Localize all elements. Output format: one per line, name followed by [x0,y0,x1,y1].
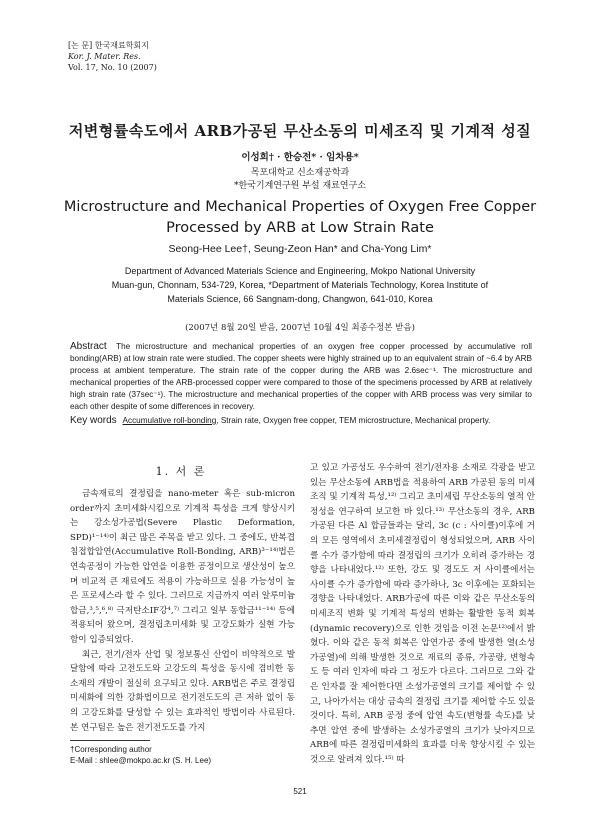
footnote [70,744,211,766]
english-title [0,197,600,239]
section-heading: 1. 서 론 [155,465,207,478]
korean-affiliation-2: *한국기계연구원 부설 재료연구소 [234,181,366,191]
left-paragraph-2: 최근, 전기/전자 산업 및 정보통신 산업이 비약적으로 발달함에 따라 고전도도와 고강도의 특성을 동시에 겸비한 동 소재의 개발이 절실히 요구되고 있다. ARB법은 주로 결정립미세화에 의한 강화법이므로 전기전도도의 큰 저하 없이 동의 고강도화를 달성할 수 있는 효과적인 방법이라 사료된다. 본 연구팀은 높은 전기전도도를 가지 [70,649,295,733]
journal-volume: Vol. 17, No. 10 (2007) [68,63,157,72]
journal-header [68,40,157,73]
korean-affiliation-1: 목포대학교 신소재공학과 [250,168,350,178]
keywords [70,415,532,427]
footnote-corresponding: †Corresponding author [70,745,152,754]
abstract-text: The microstructure and mechanical properties of an oxygen free copper processed by accumulative roll bonding(ARB) at low strain rate were studied. The copper sheets were highly strained up to an equivalent strain of ~6.4 by ARB process at ambient temperature. The strain rate of the copper during the ARB was 2.6sec⁻¹. The microstructure and mechanical properties of the ARB-processed copper were compared to those of the specimens processed by ARB at relatively high strain rate (37sec⁻¹). The microstructure and mechanical properties of the copper with ARB process was very similar to each other despite of some differences in recovery. [70,342,532,411]
abstract-label: Abstract [70,341,107,352]
english-affiliation-line-1: Department of Advanced Materials Science and Engineering, Mokpo National University [124,266,476,276]
english-affiliation-line-2: Muan-gun, Chonnam, 534-729, Korea, *Department of Materials Technology, Korea Institute of [111,280,489,290]
korean-title: 저변형률속도에서 ARB가공된 무산소동의 미세조직 및 기계적 성질 [68,122,532,140]
right-column [310,461,535,767]
english-affiliation [90,264,510,306]
right-paragraph-1: 고 있고 가공성도 우수하여 전기/전자용 소재로 각광을 받고 있는 무산소동에 ARB법을 적용하여 ARB 가공된 동의 미세조직 및 기계적 특성,¹²⁾ 그리고 초미세립 무산소동의 열적 안정성을 연구하여 보고한 바 있다.¹³⁾ 무산소동의 경우, ARB 가공된 다른 Al 합금들과는 달리, 3c (c : 사이클)이후에 거의 모든 영역에서 초미세결정립이 형성되었으며, ARB 사이클 수가 증가함에 따라 결정립의 크기가 오히려 증가하는 경향을 나타내었다.¹²⁾ 또한, 강도 및 경도도 저 사이클에서는 사이클 수가 증가함에 따라 증가하나, 3c 이후에는 포화되는 경향을 나타내었다. ARB가공에 따른 이와 같은 무산소동의 미세조직 변화 및 기계적 특성의 변화는 활발한 동적 회복(dynamic recovery)으로 인한 것임을 이전 논문¹²⁾에서 밝혔다. 이와 같은 동적 회복은 압연가공 중에 발생한 열(소성가공열)에 의해 발생한 것으로 재료의 종류, 가공량, 변형속도 등 여러 인자에 따라 그 정도가 다르다. 그러므로 그와 같은 인자를 잘 제어한다면 소성가공열의 크기를 제어할 수 있고, 나아가서는 대상 금속의 결정립 크기를 제어할 수도 있을 것이다. 특히, ARB 공정 중에 압연 속도(변형률 속도)를 낮추면 압연 중에 발생하는 소성가공열의 크기가 낮아지므로 ARB에 따른 결정립미세화의 효과를 더욱 향상시킬 수 있는 것으로 알려져 있다.¹⁵⁾ 따 [310,463,535,765]
keywords-rest: , Strain rate, Oxygen free copper, TEM microstructure, Mechanical property. [216,416,491,425]
journal-category: [논 문] 한국재료학회지 [68,41,149,50]
footnote-rule [70,740,150,741]
abstract [70,341,532,413]
english-title-line-2: Processed by ARB at Low Strain Rate [166,220,434,236]
korean-authors: 이성희† · 한승전* · 임차용* [241,152,359,163]
footnote-email: E-Mail : shlee@mokpo.ac.kr (S. H. Lee) [70,756,212,765]
received-dates: (2007년 8월 20일 받음, 2007년 10월 4일 최종수정본 받음) [185,323,415,333]
page-number: 521 [293,787,307,796]
left-paragraph-1: 금속재료의 결정립을 nano-meter 혹은 sub-micron order까지 초미세화시킴으로 기계적 특성을 크게 향상시키는 강소성가공법(Severe Plastic Deformation, SPD)¹⁻¹⁴⁾이 최근 많은 주목을 받고 있다. 그 중에도, 반복겹침접합압연(Accumulative Roll-Bonding, ARB)³⁻¹⁴⁾법은 연속공정이 가능한 압연을 이용한 공정이므로 생산성이 높으며 비교적 큰 재료에도 적용이 가능하므로 실용 가능성이 높은 프로세스라 할 수 있다. 그러므로 지금까지 여러 알루미늄 합금,³,⁵,⁶,⁸⁾ 극저탄소IF강⁴,⁷⁾ 그리고 일부 동합금¹¹⁻¹⁴⁾ 등에 적용되어 왔으며, 결정립초미세화 및 고강도화가 실현 가능함이 입증되었다. [70,489,295,645]
english-authors: Seong-Hee Lee†, Seung-Zeon Han* and Cha-Yong Lim* [168,243,432,255]
journal-abbrev: Kor. J. Mater. Res. [68,52,141,61]
left-column [70,487,295,735]
keyword-first: Accumulative roll-bonding [122,416,217,425]
english-affiliation-line-3: Materials Science, 66 Sangnam-dong, Changwon, 641-010, Korea [167,294,433,304]
english-title-line-1: Microstructure and Mechanical Properties of Oxygen Free Copper [63,199,537,215]
keywords-label: Key words [70,415,117,426]
